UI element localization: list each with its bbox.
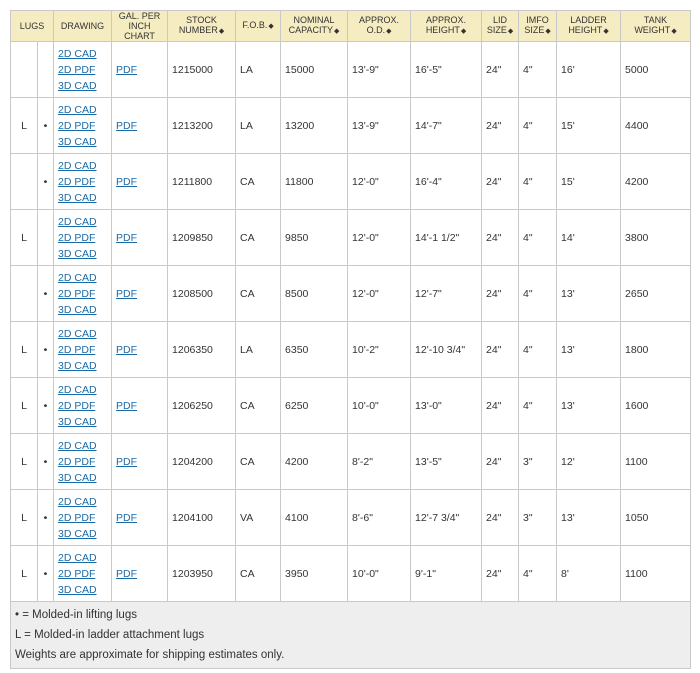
- weight-cell: 1800: [621, 322, 691, 378]
- lifting-lug-cell: •: [38, 154, 54, 210]
- weight-cell: 5000: [621, 42, 691, 98]
- link-2d-cad[interactable]: 2D CAD: [58, 271, 97, 284]
- sort-icon[interactable]: ◆: [603, 28, 609, 35]
- link-3d-cad[interactable]: 3D CAD: [58, 191, 97, 204]
- ladder-lug-cell: L: [11, 546, 38, 602]
- header-capacity[interactable]: [281, 11, 348, 42]
- capacity-cell: 6350: [281, 322, 348, 378]
- gal-chart-pdf-link[interactable]: PDF: [116, 63, 138, 76]
- header-fob[interactable]: [236, 11, 281, 42]
- table-row: [11, 42, 691, 98]
- imfo-cell: 4": [519, 42, 557, 98]
- od-cell: 10'-0": [348, 378, 411, 434]
- od-cell: 10'-0": [348, 546, 411, 602]
- header-label-capacity: NOMINAL CAPACITY: [288, 15, 335, 35]
- gal-chart-pdf-link[interactable]: PDF: [116, 175, 138, 188]
- imfo-cell: 4": [519, 546, 557, 602]
- height-cell: 16'-4": [411, 154, 482, 210]
- gal-chart-cell: [112, 434, 168, 490]
- header-lid[interactable]: [482, 11, 519, 42]
- link-2d-pdf[interactable]: 2D PDF: [58, 511, 96, 524]
- header-lugs: [11, 11, 54, 42]
- weight-cell: 1100: [621, 546, 691, 602]
- ladder-lug-cell: [11, 154, 38, 210]
- gal-chart-cell: [112, 378, 168, 434]
- imfo-cell: 4": [519, 378, 557, 434]
- table-header-row: [11, 11, 691, 42]
- fob-cell: LA: [236, 98, 281, 154]
- drawing-cell: [54, 42, 112, 98]
- gal-chart-pdf-link[interactable]: PDF: [116, 567, 138, 580]
- capacity-cell: 9850: [281, 210, 348, 266]
- table-row: [11, 98, 691, 154]
- capacity-cell: 11800: [281, 154, 348, 210]
- link-3d-cad[interactable]: 3D CAD: [58, 303, 97, 316]
- capacity-cell: 4200: [281, 434, 348, 490]
- capacity-cell: 8500: [281, 266, 348, 322]
- gal-chart-cell: [112, 42, 168, 98]
- stock-cell: 1211800: [168, 154, 236, 210]
- link-3d-cad[interactable]: 3D CAD: [58, 359, 97, 372]
- stock-cell: 1206350: [168, 322, 236, 378]
- link-3d-cad[interactable]: 3D CAD: [58, 247, 97, 260]
- gal-chart-cell: [112, 322, 168, 378]
- gal-chart-cell: [112, 490, 168, 546]
- lifting-lug-cell: •: [38, 490, 54, 546]
- footnote-lifting-lugs: • = Molded-in lifting lugs: [15, 609, 137, 621]
- drawing-cell: [54, 266, 112, 322]
- imfo-cell: 4": [519, 98, 557, 154]
- link-3d-cad[interactable]: 3D CAD: [58, 79, 97, 92]
- ladder-cell: 15': [557, 98, 621, 154]
- table-row: [11, 266, 691, 322]
- link-3d-cad[interactable]: 3D CAD: [58, 583, 97, 596]
- capacity-cell: 3950: [281, 546, 348, 602]
- od-cell: 8'-2": [348, 434, 411, 490]
- link-2d-cad[interactable]: 2D CAD: [58, 159, 97, 172]
- header-label-od: APPROX. O.D.: [359, 15, 400, 35]
- table-row: [11, 322, 691, 378]
- ladder-cell: 13': [557, 378, 621, 434]
- header-ladder[interactable]: [557, 11, 621, 42]
- link-2d-pdf[interactable]: 2D PDF: [58, 343, 96, 356]
- ladder-lug-cell: L: [11, 378, 38, 434]
- header-label-lid: LID SIZE: [486, 15, 508, 35]
- gal-chart-cell: [112, 266, 168, 322]
- ladder-lug-cell: [11, 42, 38, 98]
- sort-icon[interactable]: ◆: [333, 28, 340, 35]
- ladder-cell: 15': [557, 154, 621, 210]
- header-gal: [112, 11, 168, 42]
- lifting-lug-cell: •: [38, 546, 54, 602]
- table-row: [11, 546, 691, 602]
- lifting-lug-cell: •: [38, 322, 54, 378]
- gal-chart-pdf-link[interactable]: PDF: [116, 119, 138, 132]
- gal-chart-cell: [112, 154, 168, 210]
- link-2d-pdf[interactable]: 2D PDF: [58, 63, 96, 76]
- imfo-cell: 4": [519, 266, 557, 322]
- link-3d-cad[interactable]: 3D CAD: [58, 471, 97, 484]
- header-label-drawing: DRAWING: [60, 21, 105, 31]
- lifting-lug-cell: •: [38, 98, 54, 154]
- link-2d-pdf[interactable]: 2D PDF: [58, 287, 96, 300]
- ladder-lug-cell: L: [11, 490, 38, 546]
- gal-chart-pdf-link[interactable]: PDF: [116, 455, 138, 468]
- weight-cell: 4200: [621, 154, 691, 210]
- fob-cell: CA: [236, 210, 281, 266]
- capacity-cell: 4100: [281, 490, 348, 546]
- imfo-cell: 4": [519, 154, 557, 210]
- drawing-cell: [54, 98, 112, 154]
- ladder-lug-cell: L: [11, 210, 38, 266]
- ladder-cell: 13': [557, 322, 621, 378]
- lid-cell: 24": [482, 210, 519, 266]
- link-2d-pdf[interactable]: 2D PDF: [58, 231, 96, 244]
- sort-icon[interactable]: ◆: [268, 23, 274, 30]
- header-label-stock: STOCK NUMBER: [178, 15, 218, 35]
- fob-cell: VA: [236, 490, 281, 546]
- tank-spec-table: [10, 10, 691, 669]
- stock-cell: 1204100: [168, 490, 236, 546]
- capacity-cell: 6250: [281, 378, 348, 434]
- stock-cell: 1213200: [168, 98, 236, 154]
- header-height[interactable]: [411, 11, 482, 42]
- stock-cell: 1204200: [168, 434, 236, 490]
- lid-cell: 24": [482, 546, 519, 602]
- table-row: [11, 210, 691, 266]
- lid-cell: 24": [482, 322, 519, 378]
- table-row: [11, 378, 691, 434]
- link-2d-cad[interactable]: 2D CAD: [58, 103, 97, 116]
- link-3d-cad[interactable]: 3D CAD: [58, 415, 97, 428]
- link-2d-cad[interactable]: 2D CAD: [58, 47, 97, 60]
- header-weight[interactable]: [621, 11, 691, 42]
- imfo-cell: 3": [519, 490, 557, 546]
- ladder-cell: 8': [557, 546, 621, 602]
- lifting-lug-cell: [38, 210, 54, 266]
- link-2d-pdf[interactable]: 2D PDF: [58, 399, 96, 412]
- drawing-cell: [54, 490, 112, 546]
- table-row: [11, 434, 691, 490]
- ladder-cell: 14': [557, 210, 621, 266]
- sort-icon[interactable]: ◆: [218, 28, 225, 35]
- capacity-cell: 13200: [281, 98, 348, 154]
- fob-cell: CA: [236, 378, 281, 434]
- link-2d-cad[interactable]: 2D CAD: [58, 215, 97, 228]
- gal-chart-pdf-link[interactable]: PDF: [116, 343, 138, 356]
- lid-cell: 24": [482, 266, 519, 322]
- stock-cell: 1209850: [168, 210, 236, 266]
- gal-chart-pdf-link[interactable]: PDF: [116, 287, 138, 300]
- lid-cell: 24": [482, 98, 519, 154]
- height-cell: 9'-1": [411, 546, 482, 602]
- od-cell: 10'-2": [348, 322, 411, 378]
- link-2d-cad[interactable]: 2D CAD: [58, 383, 97, 396]
- drawing-cell: [54, 322, 112, 378]
- footnote-row: [11, 602, 691, 669]
- lid-cell: 24": [482, 434, 519, 490]
- lifting-lug-cell: •: [38, 266, 54, 322]
- drawing-cell: [54, 546, 112, 602]
- header-od[interactable]: [348, 11, 411, 42]
- od-cell: 12'-0": [348, 154, 411, 210]
- height-cell: 12'-10 3/4": [411, 322, 482, 378]
- header-label-lugs: LUGS: [19, 21, 45, 31]
- lid-cell: 24": [482, 154, 519, 210]
- header-label-fob: F.O.B.: [242, 20, 268, 30]
- weight-cell: 2650: [621, 266, 691, 322]
- stock-cell: 1208500: [168, 266, 236, 322]
- header-imfo[interactable]: [519, 11, 557, 42]
- link-2d-pdf[interactable]: 2D PDF: [58, 455, 96, 468]
- height-cell: 13'-5": [411, 434, 482, 490]
- link-2d-cad[interactable]: 2D CAD: [58, 327, 97, 340]
- height-cell: 12'-7 3/4": [411, 490, 482, 546]
- weight-cell: 1600: [621, 378, 691, 434]
- ladder-cell: 12': [557, 434, 621, 490]
- gal-chart-cell: [112, 546, 168, 602]
- link-2d-cad[interactable]: 2D CAD: [58, 551, 97, 564]
- weight-cell: 4400: [621, 98, 691, 154]
- height-cell: 14'-7": [411, 98, 482, 154]
- weight-cell: 3800: [621, 210, 691, 266]
- footnotes: [11, 602, 691, 669]
- header-drawing: [54, 11, 112, 42]
- weight-cell: 1050: [621, 490, 691, 546]
- weight-cell: 1100: [621, 434, 691, 490]
- fob-cell: LA: [236, 322, 281, 378]
- link-2d-cad[interactable]: 2D CAD: [58, 495, 97, 508]
- fob-cell: CA: [236, 546, 281, 602]
- footnote-ladder-lugs: L = Molded-in ladder attachment lugs: [15, 629, 205, 641]
- sort-icon[interactable]: ◆: [507, 28, 514, 35]
- imfo-cell: 4": [519, 322, 557, 378]
- ladder-lug-cell: L: [11, 434, 38, 490]
- drawing-cell: [54, 210, 112, 266]
- link-2d-pdf[interactable]: 2D PDF: [58, 175, 96, 188]
- lifting-lug-cell: •: [38, 434, 54, 490]
- gal-chart-pdf-link[interactable]: PDF: [116, 231, 138, 244]
- height-cell: 12'-7": [411, 266, 482, 322]
- height-cell: 13'-0": [411, 378, 482, 434]
- ladder-cell: 13': [557, 490, 621, 546]
- link-2d-cad[interactable]: 2D CAD: [58, 439, 97, 452]
- header-label-height: APPROX. HEIGHT: [425, 15, 467, 35]
- od-cell: 13'-9": [348, 42, 411, 98]
- od-cell: 13'-9": [348, 98, 411, 154]
- link-2d-pdf[interactable]: 2D PDF: [58, 119, 96, 132]
- header-label-weight: TANK WEIGHT: [634, 15, 671, 35]
- drawing-cell: [54, 378, 112, 434]
- ladder-lug-cell: L: [11, 98, 38, 154]
- ladder-cell: 16': [557, 42, 621, 98]
- ladder-lug-cell: [11, 266, 38, 322]
- table-row: [11, 490, 691, 546]
- header-label-ladder: LADDER HEIGHT: [568, 15, 607, 35]
- stock-cell: 1206250: [168, 378, 236, 434]
- ladder-cell: 13': [557, 266, 621, 322]
- stock-cell: 1215000: [168, 42, 236, 98]
- drawing-cell: [54, 434, 112, 490]
- link-3d-cad[interactable]: 3D CAD: [58, 135, 97, 148]
- fob-cell: CA: [236, 266, 281, 322]
- imfo-cell: 4": [519, 210, 557, 266]
- drawing-cell: [54, 154, 112, 210]
- lifting-lug-cell: [38, 42, 54, 98]
- od-cell: 8'-6": [348, 490, 411, 546]
- sort-icon[interactable]: ◆: [460, 28, 467, 35]
- sort-icon[interactable]: ◆: [671, 28, 677, 35]
- fob-cell: LA: [236, 42, 281, 98]
- table-row: [11, 154, 691, 210]
- sort-icon[interactable]: ◆: [386, 28, 392, 35]
- gal-chart-cell: [112, 98, 168, 154]
- lid-cell: 24": [482, 378, 519, 434]
- header-stock[interactable]: [168, 11, 236, 42]
- od-cell: 12'-0": [348, 266, 411, 322]
- header-label-gal: GAL. PER INCH CHART: [118, 11, 161, 41]
- lid-cell: 24": [482, 42, 519, 98]
- footnote-weights: Weights are approximate for shipping estimates only.: [15, 649, 285, 661]
- gal-chart-pdf-link[interactable]: PDF: [116, 399, 138, 412]
- fob-cell: CA: [236, 434, 281, 490]
- capacity-cell: 15000: [281, 42, 348, 98]
- lid-cell: 24": [482, 490, 519, 546]
- header-label-imfo: IMFO SIZE: [524, 15, 549, 35]
- height-cell: 14'-1 1/2": [411, 210, 482, 266]
- lifting-lug-cell: •: [38, 378, 54, 434]
- fob-cell: CA: [236, 154, 281, 210]
- od-cell: 12'-0": [348, 210, 411, 266]
- stock-cell: 1203950: [168, 546, 236, 602]
- gal-chart-cell: [112, 210, 168, 266]
- tank-spec-table-container: [10, 10, 690, 669]
- imfo-cell: 3": [519, 434, 557, 490]
- height-cell: 16'-5": [411, 42, 482, 98]
- link-3d-cad[interactable]: 3D CAD: [58, 527, 97, 540]
- table-body: [11, 42, 691, 602]
- sort-icon[interactable]: ◆: [545, 28, 551, 35]
- ladder-lug-cell: L: [11, 322, 38, 378]
- link-2d-pdf[interactable]: 2D PDF: [58, 567, 96, 580]
- gal-chart-pdf-link[interactable]: PDF: [116, 511, 138, 524]
